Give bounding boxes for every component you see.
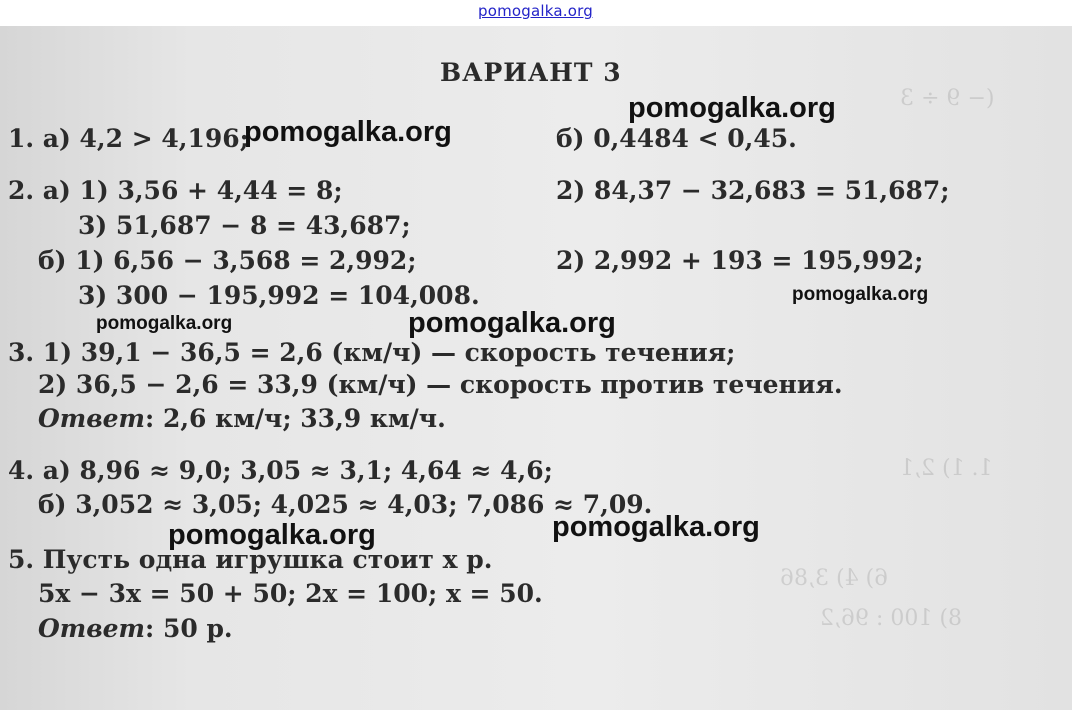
answer-value: : 2,6 км/ч; 33,9 км/ч. bbox=[145, 404, 446, 433]
answer-label: Ответ bbox=[38, 614, 146, 643]
task-3-answer bbox=[38, 404, 446, 433]
task-5-answer bbox=[38, 614, 233, 643]
answer-value: : 50 р. bbox=[145, 614, 233, 643]
task-1a: 1. а) 4,2 > 4,196; bbox=[8, 124, 249, 153]
task-3-line-2: 2) 36,5 − 2,6 = 33,9 (км/ч) — скорость против течения. bbox=[38, 370, 843, 399]
watermark: pomogalka.org bbox=[628, 92, 836, 124]
task-2a-3: 3) 51,687 − 8 = 43,687; bbox=[78, 211, 411, 240]
site-link[interactable]: pomogalka.org bbox=[478, 2, 593, 20]
bleed-through-mark: 8) 100 : 96,2 bbox=[820, 606, 962, 631]
task-2b-3: 3) 300 − 195,992 = 104,008. bbox=[78, 281, 480, 310]
page-title: ВАРИАНТ 3 bbox=[440, 58, 622, 87]
task-2a-2: 2) 84,37 − 32,683 = 51,687; bbox=[556, 176, 950, 205]
watermark: pomogalka.org bbox=[244, 116, 452, 148]
bleed-through-mark: 1. 1) 2,1 bbox=[900, 456, 993, 481]
task-5-line-2: 5x − 3x = 50 + 50; 2x = 100; x = 50. bbox=[38, 579, 543, 608]
watermark: pomogalka.org bbox=[552, 511, 760, 543]
task-2b-2: 2) 2,992 + 193 = 195,992; bbox=[556, 246, 924, 275]
top-bar bbox=[0, 0, 1072, 26]
task-2b-1: б) 1) 6,56 − 3,568 = 2,992; bbox=[38, 246, 417, 275]
task-4b: б) 3,052 ≈ 3,05; 4,025 ≈ 4,03; 7,086 ≈ 7,09. bbox=[38, 490, 653, 519]
task-2a-1: 2. а) 1) 3,56 + 4,44 = 8; bbox=[8, 176, 343, 205]
watermark: pomogalka.org bbox=[96, 313, 233, 334]
watermark: pomogalka.org bbox=[168, 519, 376, 551]
task-5-line-1: 5. Пусть одна игрушка стоит x р. bbox=[8, 545, 493, 574]
bleed-through-mark: 6) 4) 3,86 bbox=[780, 566, 889, 591]
task-1b: б) 0,4484 < 0,45. bbox=[556, 124, 797, 153]
watermark: pomogalka.org bbox=[792, 284, 929, 305]
task-3-line-1: 3. 1) 39,1 − 36,5 = 2,6 (км/ч) — скорость течения; bbox=[8, 338, 736, 367]
bleed-through-mark: (− 9 ÷ 3 bbox=[900, 86, 995, 111]
task-4a: 4. а) 8,96 ≈ 9,0; 3,05 ≈ 3,1; 4,64 ≈ 4,6; bbox=[8, 456, 553, 485]
watermark: pomogalka.org bbox=[408, 307, 616, 339]
answer-label: Ответ bbox=[38, 404, 146, 433]
